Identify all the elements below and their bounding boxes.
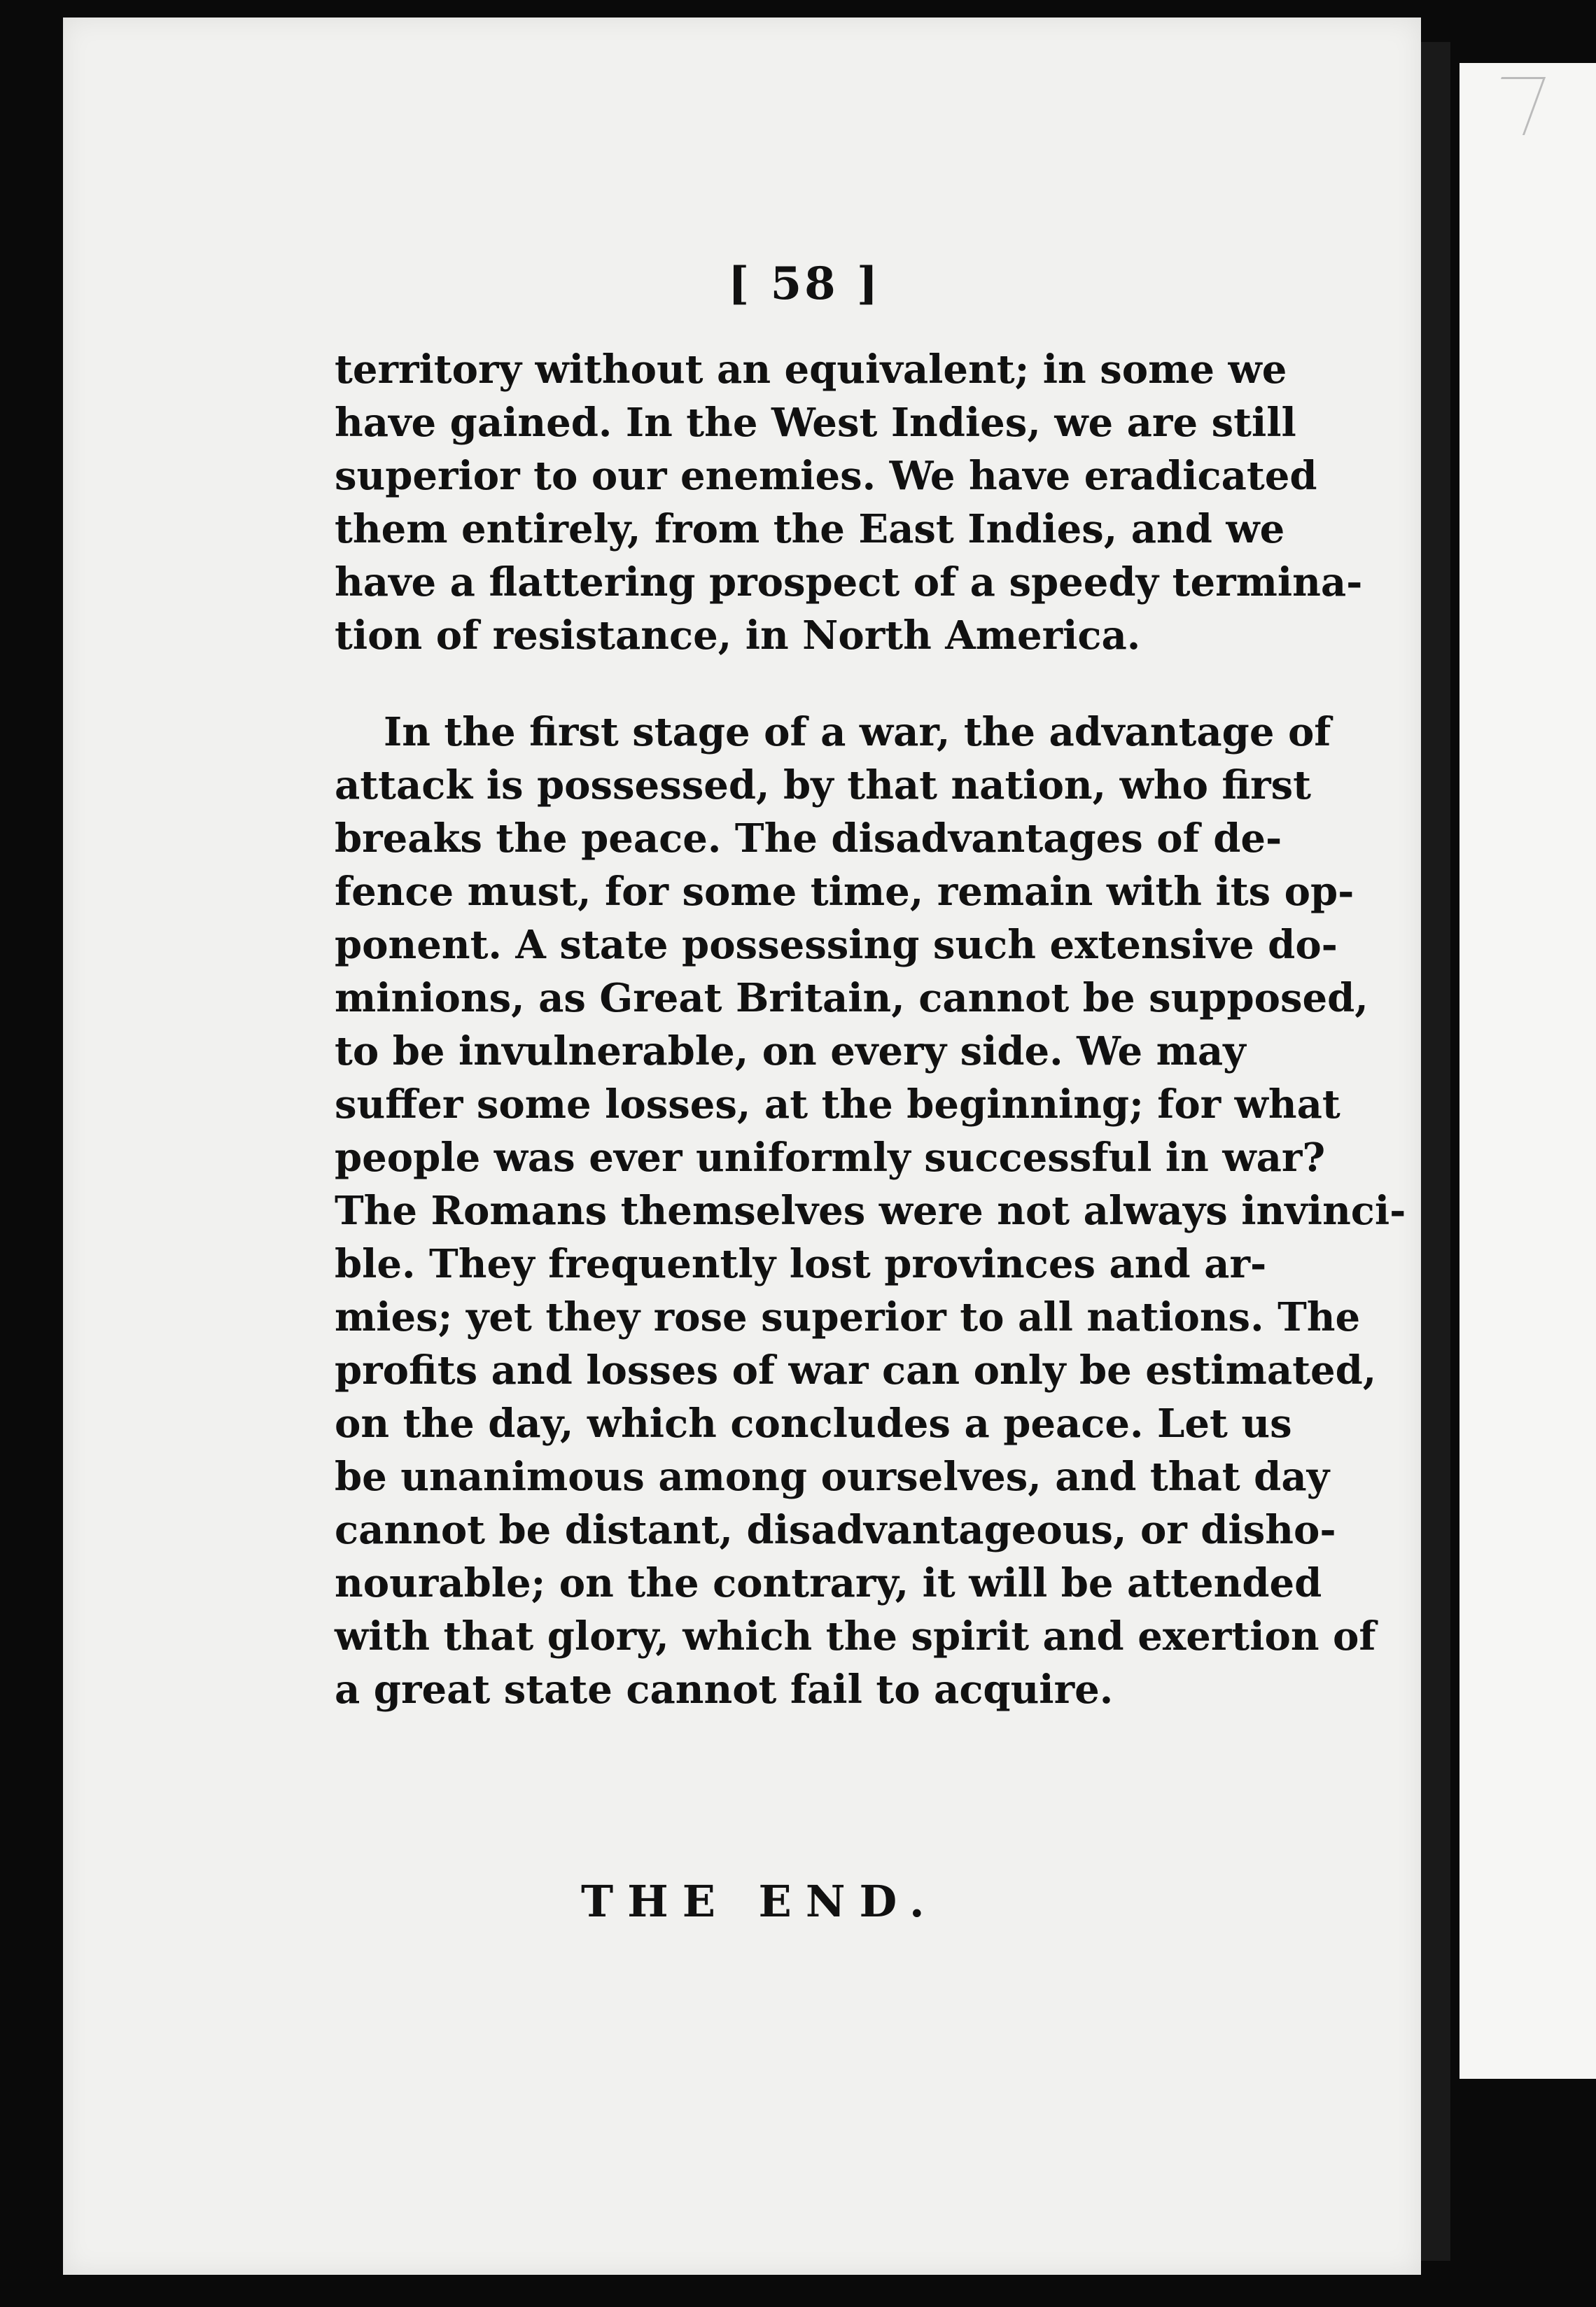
text-line: mies; yet they rose superior to all nations. The — [335, 1294, 1361, 1340]
text-line: superior to our enemies. We have eradicated — [335, 453, 1317, 499]
text-line: ble. They frequently lost provinces and ar- — [335, 1241, 1267, 1287]
paragraph-1 — [335, 343, 1363, 662]
text-line-content: In the first stage of a war, the advantage of — [384, 709, 1331, 755]
text-line: suffer some losses, at the beginning; for what — [335, 1081, 1340, 1128]
text-line: territory without an equivalent; in some we — [335, 346, 1287, 393]
text-line: ponent. A state possessing such extensive do- — [335, 922, 1338, 968]
facing-page — [1460, 63, 1596, 2079]
text-line: nourable; on the contrary, it will be attended — [335, 1560, 1322, 1606]
paragraph-2 — [335, 706, 1406, 1716]
text-line — [335, 706, 1331, 759]
text-line: tion of resistance, in North America. — [335, 612, 1141, 659]
text-line: cannot be distant, disadvantageous, or disho- — [335, 1507, 1336, 1553]
text-line: with that glory, which the spirit and exertion of — [335, 1613, 1376, 1660]
text-line: a great state cannot fail to acquire. — [335, 1667, 1114, 1713]
text-line: minions, as Great Britain, cannot be supposed, — [335, 975, 1368, 1021]
text-line: on the day, which concludes a peace. Let us — [335, 1401, 1292, 1447]
text-line: people was ever uniformly successful in war? — [335, 1135, 1326, 1181]
text-line: fence must, for some time, remain with its op- — [335, 869, 1354, 915]
page-number: [ 58 ] — [728, 258, 881, 310]
end-text: THE END. — [581, 1876, 939, 1927]
body-text — [335, 343, 1406, 1716]
text-line: attack is possessed, by that nation, who first — [335, 762, 1312, 808]
text-line: breaks the peace. The disadvantages of de- — [335, 815, 1282, 862]
text-line: to be invulnerable, on every side. We may — [335, 1028, 1246, 1074]
text-line: The Romans themselves were not always invinci- — [335, 1188, 1406, 1234]
page-edge — [1421, 42, 1450, 2261]
text-line: them entirely, from the East Indies, and we — [335, 506, 1285, 552]
text-line: have gained. In the West Indies, we are still — [335, 400, 1296, 446]
text-line: have a flattering prospect of a speedy termina- — [335, 559, 1363, 605]
text-line: profits and losses of war can only be estimated, — [335, 1347, 1377, 1394]
text-line: be unanimous among ourselves, and that day — [335, 1454, 1330, 1500]
